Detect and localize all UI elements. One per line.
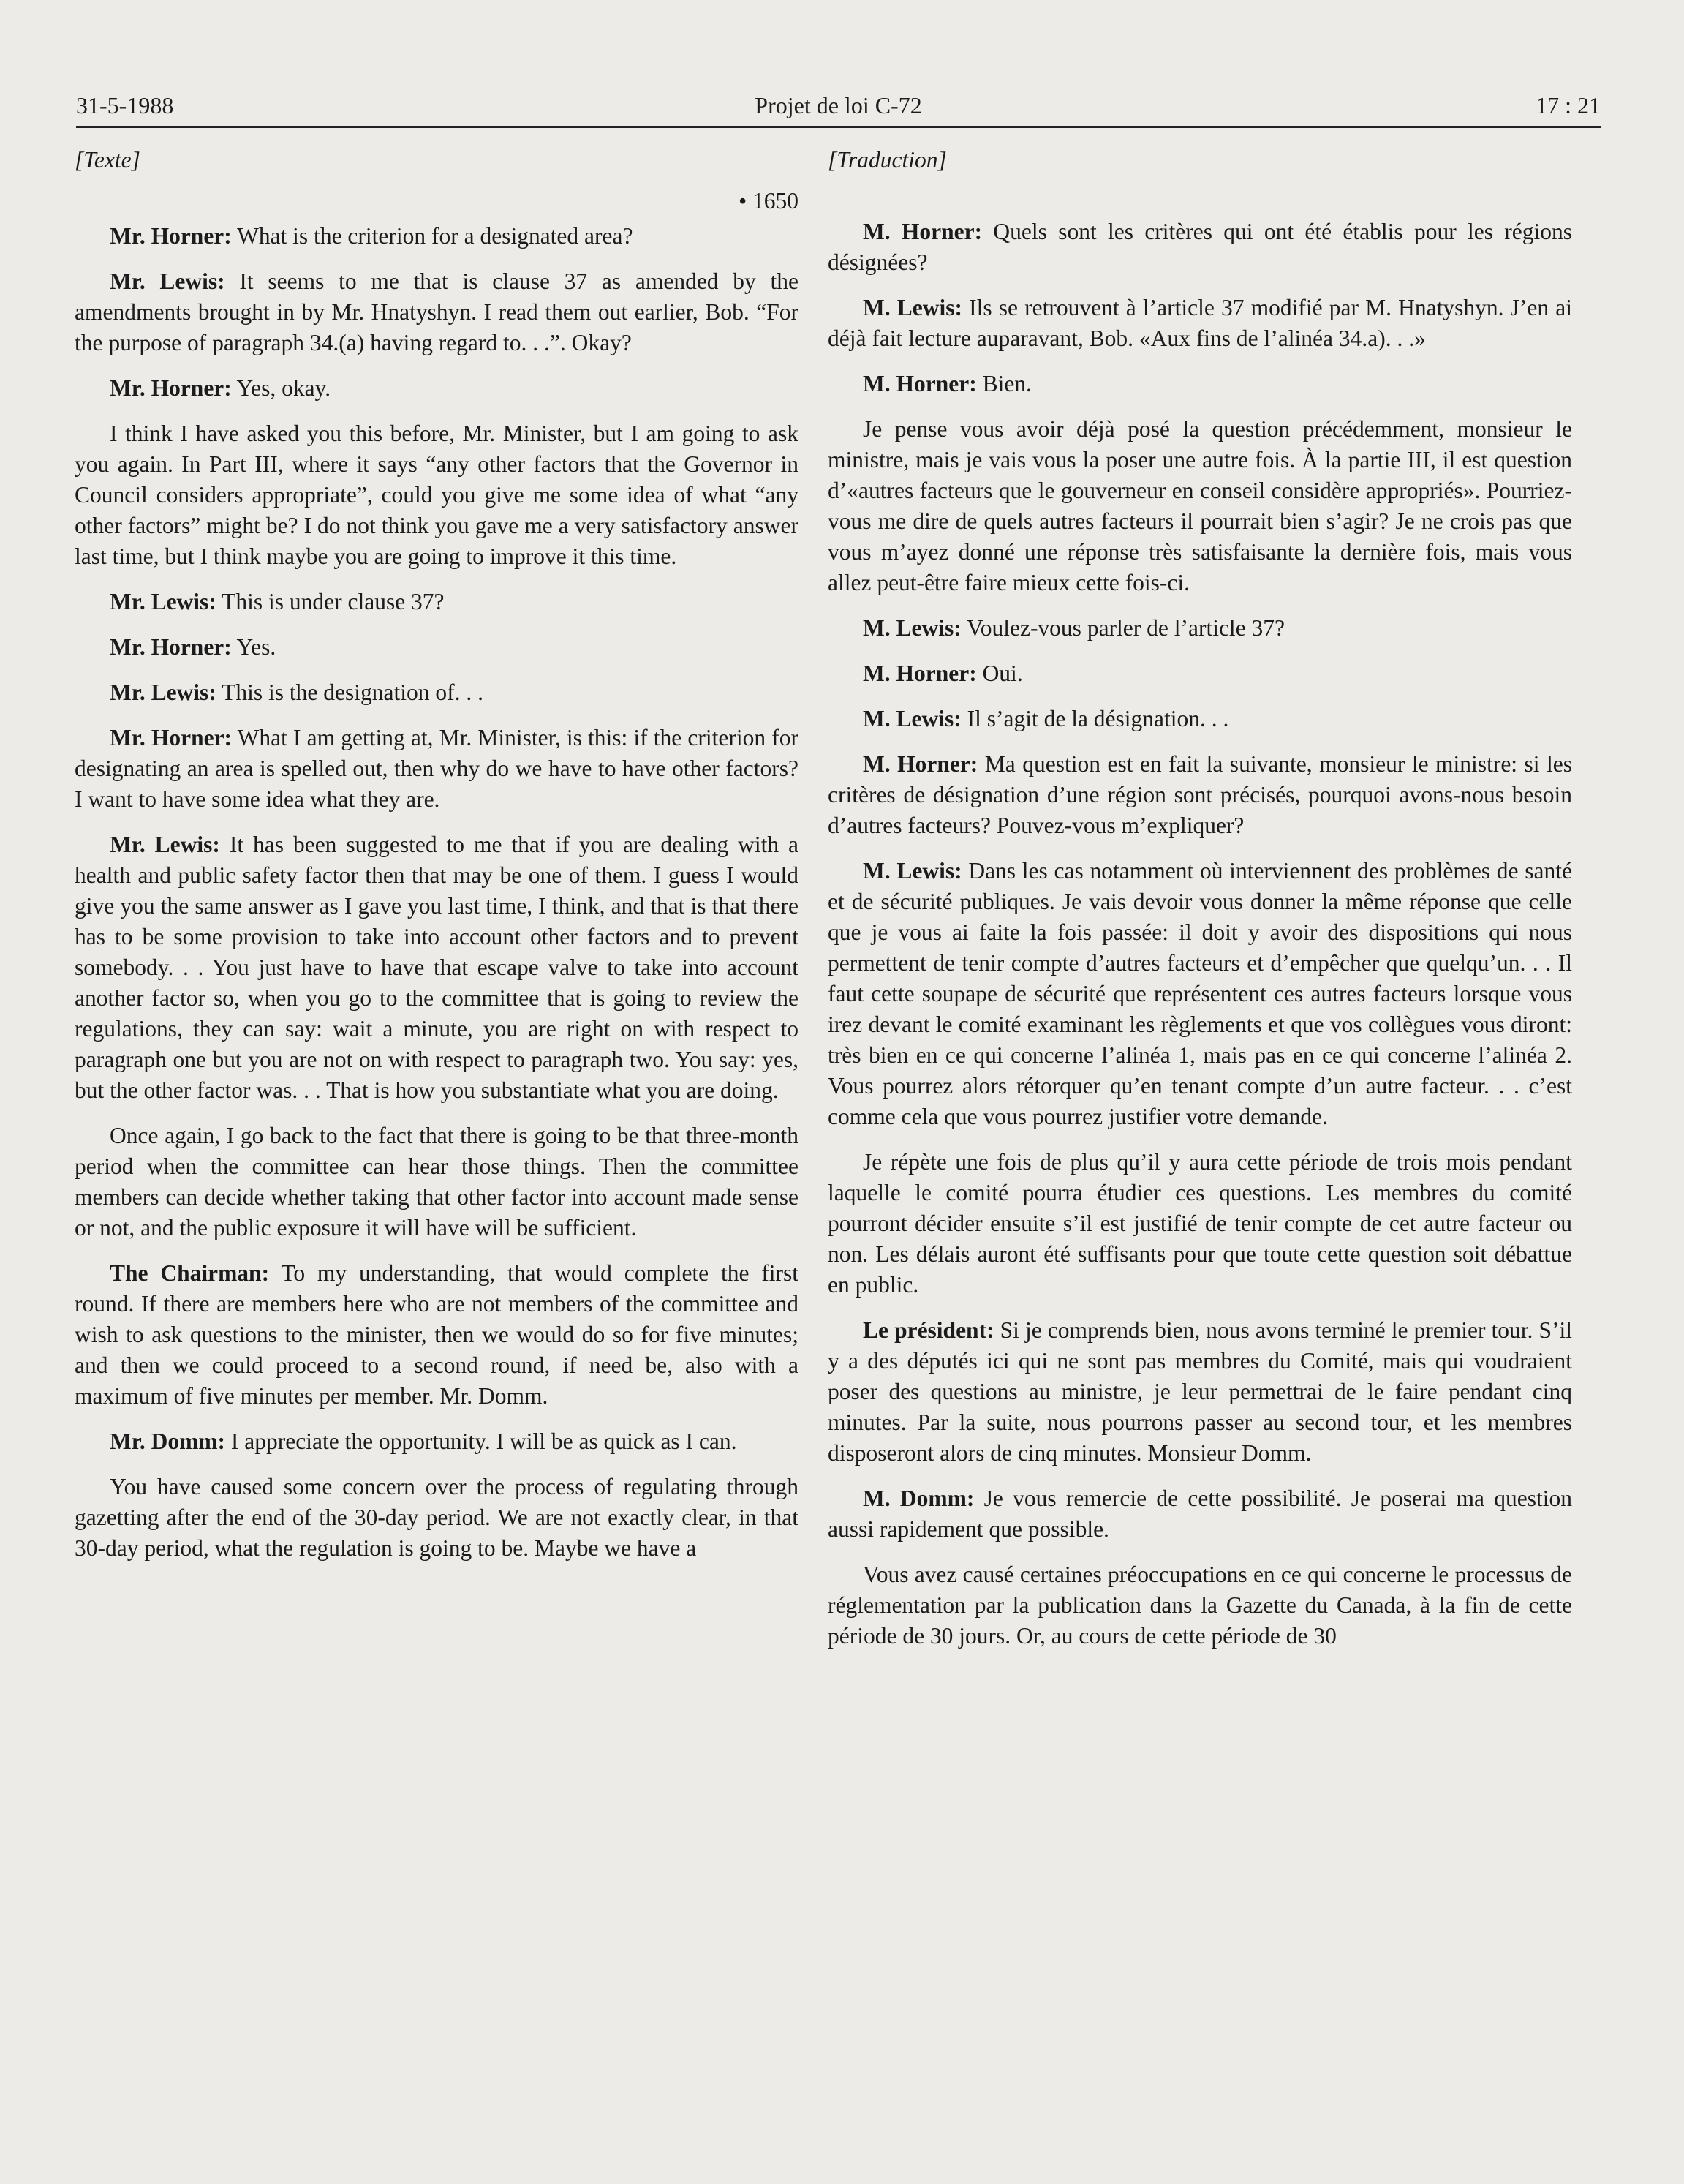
- paragraph-text: Once again, I go back to the fact that there is going to be that three-month period when the committee can hear those things. Then the committee members can decide whether taking that other factor into account made sense or not, and the public exposure it will have will be sufficient.: [75, 1123, 798, 1240]
- transcript-paragraph: [828, 658, 1572, 689]
- speaker-name: Mr. Lewis:: [110, 832, 220, 857]
- transcript-paragraph: [828, 216, 1572, 278]
- transcript-paragraph: [828, 369, 1572, 399]
- paragraph-text: Si je comprends bien, nous avons terminé le premier tour. S’il y a des députés ici qui ne sont pas membres du Comité, mais qui voudraient poser des questions au ministre, je leur permettrai de le faire pendant cinq minutes. Par la suite, nous pourrons passer au second tour, et les membres disposeront alors de cinq minutes. Monsieur Domm.: [828, 1317, 1572, 1466]
- paragraph-text: Je vous remercie de cette possibilité. Je poserai ma question aussi rapidement que possible.: [828, 1486, 1572, 1542]
- paragraph-text: Yes, okay.: [231, 375, 331, 401]
- speaker-name: M. Lewis:: [863, 295, 962, 320]
- speaker-name: M. Horner:: [863, 660, 977, 686]
- page-header: [76, 88, 1601, 128]
- section-label-texte: [Texte]: [75, 147, 140, 173]
- paragraph-text: Je répète une fois de plus qu’il y aura cette période de trois mois pendant laquelle le comité pourra étudier ces questions. Les membres du comité pourront décider ensuite s’il est justifié de tenir compte de cet autre facteur ou non. Les délais auront été suffisants pour que toute cette question soit débattue en public.: [828, 1149, 1572, 1298]
- column-spacer: [828, 186, 1572, 216]
- transcript-paragraph: [75, 587, 798, 617]
- paragraph-text: Il s’agit de la désignation. . .: [961, 706, 1229, 731]
- transcript-paragraph: [75, 373, 798, 404]
- paragraph-text: Dans les cas notamment où interviennent des problèmes de santé et de sécurité publiques. Je vais devoir vous donner la même réponse que celle que je vous ai faite la fois passée: il doit y avoir des dispositions qui nous permettent de tenir compte d’autres facteurs et d’empêcher que quelqu’un. . . Il faut cette soupape de sécurité que représentent ces autres facteurs lorsque vous irez devant le comité examinant les règlements et que vos collègues vous diront: très bien en ce qui concerne l’alinéa 1, mais pas en ce qui concerne l’alinéa 2. Vous pourrez alors rétorquer qu’en tenant compte d’un autre facteur. . . c’est comme cela que vous pourrez justifier votre demande.: [828, 858, 1572, 1129]
- speaker-name: M. Horner:: [863, 219, 983, 244]
- speaker-name: Mr. Domm:: [110, 1428, 226, 1454]
- english-column: [75, 145, 798, 1578]
- speaker-name: Mr. Lewis:: [110, 268, 225, 294]
- transcript-paragraph: [75, 266, 798, 358]
- french-paragraphs: [828, 216, 1572, 1652]
- speaker-name: M. Lewis:: [863, 706, 962, 731]
- french-column: [828, 145, 1572, 1666]
- paragraph-text: It seems to me that is clause 37 as amended by the amendments brought in by Mr. Hnatyshyn. I read them out earlier, Bob. “For the purpose of paragraph 34.(a) having regard to. . .”. Okay?: [75, 268, 799, 355]
- speaker-name: M. Horner:: [863, 751, 978, 777]
- paragraph-text: Vous avez causé certaines préoccupations en ce qui concerne le processus de réglementation par la publication dans la Gazette du Canada, à la fin de cette période de 30 jours. Or, au cours de cette période de 30: [828, 1562, 1572, 1649]
- paragraph-text: To my understanding, that would complete the first round. If there are members here who are not members of the committee and wish to ask questions to the minister, then we would do so for five minutes; and then we could proceed to a second round, if need be, also with a maximum of five minutes per member. Mr. Domm.: [75, 1260, 798, 1409]
- transcript-paragraph: [75, 418, 798, 572]
- paragraph-text: What is the criterion for a designated area?: [231, 223, 633, 249]
- transcript-paragraph: [75, 1472, 798, 1564]
- speaker-name: Le président:: [863, 1317, 994, 1343]
- header-title: Projet de loi C-72: [755, 92, 922, 118]
- transcript-paragraph: [828, 1483, 1572, 1545]
- paragraph-text: I think I have asked you this before, Mr. Minister, but I am going to ask you again. In Part III, where it says “any other factors that the Governor in Council considers appropriate”, could you give me some idea of what “any other factors” might be? I do not think you gave me a very satisfactory answer last time, but I think maybe you are going to improve it this time.: [75, 421, 798, 569]
- transcript-paragraph: [828, 293, 1572, 354]
- paragraph-text: Quels sont les critères qui ont été établis pour les régions désignées?: [828, 219, 1573, 275]
- transcript-paragraph: [75, 1258, 798, 1412]
- speaker-name: Mr. Horner:: [110, 725, 233, 750]
- transcript-paragraph: [75, 677, 798, 708]
- transcript-paragraph: [828, 1559, 1572, 1652]
- speaker-name: M. Lewis:: [863, 858, 962, 884]
- transcript-paragraph: [828, 613, 1572, 644]
- transcript-paragraph: [75, 221, 798, 252]
- paragraph-text: This is the designation of. . .: [216, 679, 483, 705]
- paragraph-text: Bien.: [976, 371, 1032, 396]
- speaker-name: M. Horner:: [863, 371, 977, 396]
- paragraph-text: Oui.: [976, 660, 1023, 686]
- section-label-traduction: [Traduction]: [828, 147, 947, 173]
- transcript-paragraph: [75, 1121, 798, 1243]
- header-date: 31-5-1988: [76, 92, 174, 118]
- paragraph-text: You have caused some concern over the process of regulating through gazetting after the end of the 30-day period. We are not exactly clear, in that 30-day period, what the regulation is going to be. Maybe we have a: [75, 1474, 798, 1561]
- paragraph-text: Ma question est en fait la suivante, monsieur le ministre: si les critères de désignation d’une région sont précisés, pourquoi avons-nous besoin d’autres facteurs? Pouvez-vous m’expliquer?: [828, 751, 1573, 838]
- time-stamp: • 1650: [739, 188, 798, 214]
- paragraph-text: What I am getting at, Mr. Minister, is this: if the criterion for designating an area is spelled out, then why do we have to have other factors? I want to have some idea what they are.: [75, 725, 798, 812]
- speaker-name: Mr. Horner:: [110, 634, 232, 660]
- transcript-paragraph: [828, 414, 1572, 598]
- transcript-paragraph: [828, 856, 1572, 1132]
- speaker-name: Mr. Horner:: [110, 375, 232, 401]
- speaker-name: Mr. Horner:: [110, 223, 232, 249]
- paragraph-text: Ils se retrouvent à l’article 37 modifié par M. Hnatyshyn. J’en ai déjà fait lecture auparavant, Bob. «Aux fins de l’alinéa 34.a). . .»: [828, 295, 1572, 351]
- transcript-paragraph: [828, 1315, 1572, 1469]
- transcript-paragraph: [75, 632, 798, 663]
- transcript-paragraph: [75, 723, 798, 815]
- paragraph-text: Je pense vous avoir déjà posé la question précédemment, monsieur le ministre, mais je vais vous la poser une autre fois. À la partie III, il est question d’«autres facteurs que le gouverneur en conseil considère appropriés». Pourriez-vous me dire de quels autres facteurs il pourrait bien s’agir? Je ne crois pas que vous m’ayez donné une réponse très satisfaisante la dernière fois, mais vous allez peut-être faire mieux cette fois-ci.: [828, 416, 1572, 595]
- paragraph-text: This is under clause 37?: [216, 589, 445, 614]
- speaker-name: Mr. Lewis:: [110, 679, 216, 705]
- header-page-number: 17 : 21: [1536, 92, 1601, 118]
- speaker-name: M. Domm:: [863, 1486, 975, 1511]
- transcript-paragraph: [75, 829, 798, 1106]
- paragraph-text: Yes.: [231, 634, 276, 660]
- paragraph-text: I appreciate the opportunity. I will be as quick as I can.: [225, 1428, 737, 1454]
- transcript-paragraph: [828, 749, 1572, 841]
- english-paragraphs: [75, 221, 798, 1564]
- speaker-name: The Chairman:: [110, 1260, 270, 1286]
- speaker-name: Mr. Lewis:: [110, 589, 216, 614]
- paragraph-text: Voulez-vous parler de l’article 37?: [961, 615, 1285, 641]
- transcript-paragraph: [828, 704, 1572, 734]
- speaker-name: M. Lewis:: [863, 615, 962, 641]
- transcript-paragraph: [75, 1426, 798, 1457]
- transcript-paragraph: [828, 1147, 1572, 1300]
- paragraph-text: It has been suggested to me that if you are dealing with a health and public safety factor then that may be one of them. I guess I would give you the same answer as I gave you last time, I think, and that is that there has to be some provision to take into account other factors and to prevent somebody. . . You just have to have that escape valve to take into account another factor so, when you go to the committee that is going to review the regulations, they can say: wait a minute, you are right on with respect to paragraph one but you are not on with respect to paragraph two. You say: yes, but the other factor was. . . That is how you substantiate what you are doing.: [75, 832, 798, 1103]
